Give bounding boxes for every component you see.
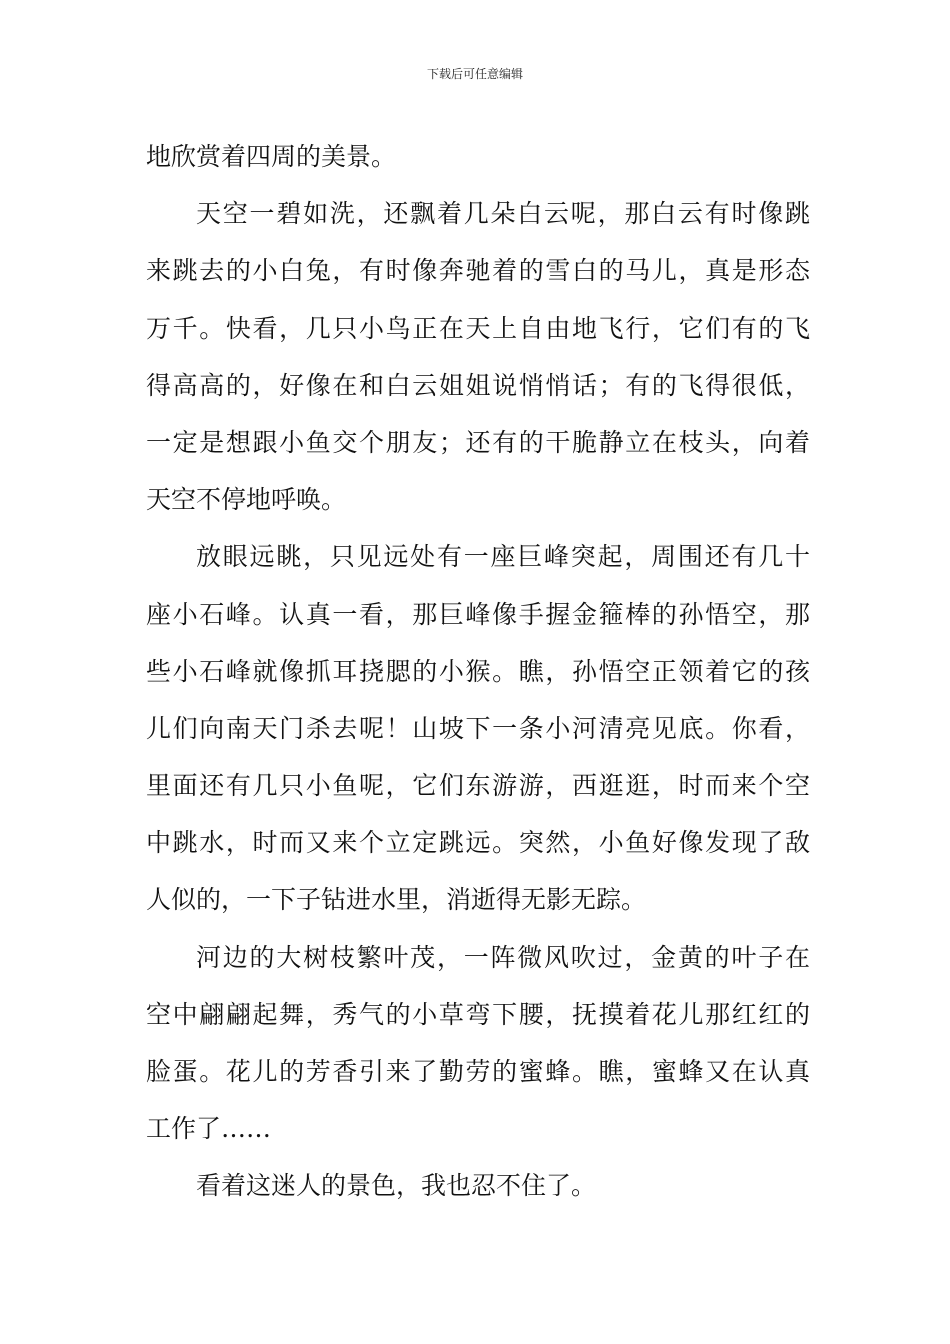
paragraph-first-line: 看着这迷人的景色，我也忍不住了。: [196, 1171, 597, 1201]
text-line: 天空不停地呼唤。: [146, 485, 347, 515]
text-line: 工作了……: [146, 1114, 272, 1144]
text-line: 一定是想跟小鱼交个朋友；还有的干脆静立在枝头，向着: [146, 427, 810, 457]
paragraph-first-line: 放眼远眺，只见远处有一座巨峰突起，周围还有几十: [196, 542, 810, 572]
paragraph-first-line: 河边的大树枝繁叶茂，一阵微风吹过，金黄的叶子在: [196, 942, 810, 972]
text-line: 地欣赏着四周的美景。: [146, 142, 397, 171]
page-header: 下载后可任意编辑: [426, 67, 523, 81]
text-line: 万千。快看，几只小鸟正在天上自由地飞行，它们有的飞: [146, 313, 810, 343]
text-line: 得高高的，好像在和白云姐姐说悄悄话；有的飞得很低，: [146, 370, 810, 400]
text-line: 些小石峰就像抓耳挠腮的小猴。瞧，孙悟空正领着它的孩: [146, 656, 810, 686]
text-line: 脸蛋。花儿的芳香引来了勤劳的蜜蜂。瞧，蜜蜂又在认真: [146, 1057, 810, 1086]
paragraph-first-line: 天空一碧如洗，还飘着几朵白云呢，那白云有时像跳: [196, 199, 810, 229]
text-line: 空中翩翩起舞，秀气的小草弯下腰，抚摸着花儿那红红的: [146, 999, 810, 1029]
text-line: 人似的，一下子钻进水里，消逝得无影无踪。: [146, 885, 647, 915]
text-line: 里面还有几只小鱼呢，它们东游游，西逛逛，时而来个空: [146, 771, 810, 801]
text-line: 儿们向南天门杀去呢！山坡下一条小河清亮见底。你看，: [146, 713, 810, 743]
text-line: 座小石峰。认真一看，那巨峰像手握金箍棒的孙悟空，那: [146, 599, 810, 629]
document-body: [146, 128, 810, 1215]
text-line: 中跳水，时而又来个立定跳远。突然，小鱼好像发现了敌: [146, 828, 810, 858]
text-line: 来跳去的小白兔，有时像奔驰着的雪白的马儿，真是形态: [146, 256, 810, 286]
